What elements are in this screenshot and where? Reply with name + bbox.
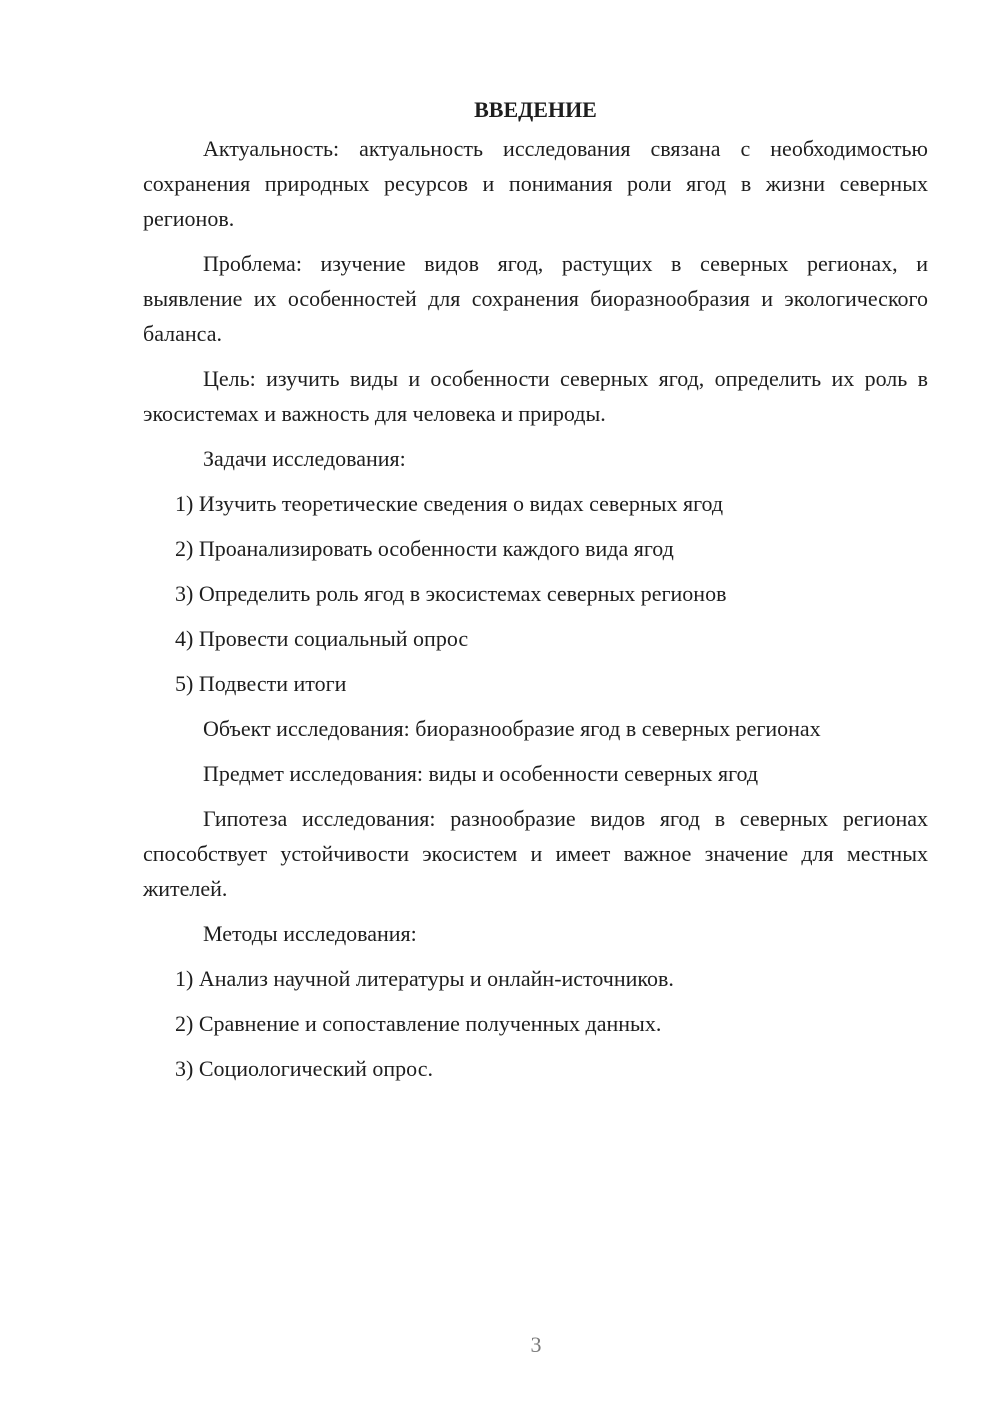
page-number: 3 bbox=[530, 1332, 542, 1357]
list-item: 2) Сравнение и сопоставление полученных данных. bbox=[175, 1011, 662, 1036]
list-item: 1) Анализ научной литературы и онлайн-источников. bbox=[175, 966, 674, 991]
page-title: ВВЕДЕНИЕ bbox=[474, 97, 597, 122]
list-item: 5) Подвести итоги bbox=[175, 671, 347, 696]
list-item: 2) Проанализировать особенности каждого вида ягод bbox=[175, 536, 674, 561]
page-content bbox=[143, 92, 928, 1096]
subject-paragraph: Предмет исследования: виды и особенности северных ягод bbox=[203, 761, 759, 786]
list-item: 4) Провести социальный опрос bbox=[175, 626, 469, 651]
list-item: 1) Изучить теоретические сведения о видах северных ягод bbox=[175, 491, 724, 516]
methods-title: Методы исследования: bbox=[203, 921, 417, 946]
methods-list bbox=[143, 961, 928, 1086]
object-paragraph: Объект исследования: биоразнообразие ягод в северных регионах bbox=[203, 716, 821, 741]
hypothesis-paragraph: Гипотеза исследования: разнообразие видов ягод в северных регионах способствует устойчивости экосистем и имеет важное значение для местных жителей. bbox=[143, 806, 928, 901]
list-item: 3) Определить роль ягод в экосистемах северных регионов bbox=[175, 581, 727, 606]
list-item: 3) Социологический опрос. bbox=[175, 1056, 433, 1081]
relevance-paragraph: Актуальность: актуальность исследования связана с необходимостью сохранения природных ресурсов и понимания роли ягод в жизни северных регионов. bbox=[143, 136, 928, 231]
tasks-list bbox=[143, 486, 928, 701]
tasks-title: Задачи исследования: bbox=[203, 446, 406, 471]
problem-paragraph: Проблема: изучение видов ягод, растущих в северных регионах, и выявление их особенностей для сохранения биоразнообразия и экологического баланса. bbox=[143, 251, 928, 346]
goal-paragraph: Цель: изучить виды и особенности северных ягод, определить их роль в экосистемах и важность для человека и природы. bbox=[143, 366, 928, 426]
